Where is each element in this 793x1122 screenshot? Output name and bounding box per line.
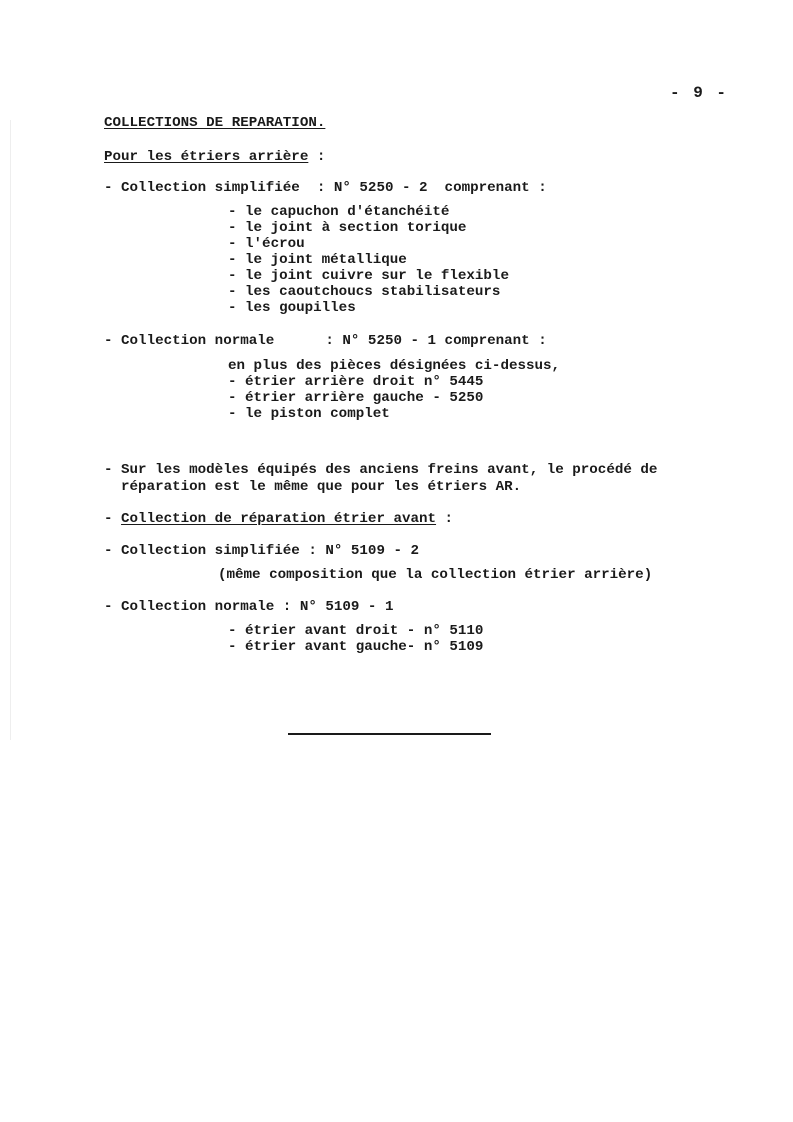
list-item: - étrier arrière droit n° 5445	[228, 374, 484, 390]
front-normal-label: - Collection normale : N° 5109 - 1	[104, 599, 394, 615]
front-heading-prefix: -	[104, 511, 122, 527]
list-item: - étrier arrière gauche - 5250	[228, 390, 484, 406]
rear-normal-label: - Collection normale : N° 5250 - 1 comprenant :	[104, 333, 547, 349]
front-simplified-note: (même composition que la collection étrier arrière)	[218, 567, 653, 583]
list-item: - étrier avant gauche- n° 5109	[228, 639, 484, 655]
end-rule	[288, 733, 491, 735]
note-line-2: réparation est le même que pour les étriers AR.	[104, 479, 522, 495]
rear-section-heading	[104, 149, 325, 165]
document-title: COLLECTIONS DE REPARATION.	[104, 115, 326, 131]
rear-simplified-label: - Collection simplifiée : N° 5250 - 2 comprenant :	[104, 180, 547, 196]
list-item: - étrier avant droit - n° 5110	[228, 623, 484, 639]
front-heading-text: Collection de réparation étrier avant	[121, 511, 437, 527]
note-line-1: - Sur les modèles équipés des anciens freins avant, le procédé de	[104, 462, 658, 478]
scan-edge	[10, 120, 11, 740]
front-heading-suffix: :	[436, 511, 454, 527]
list-item: - le piston complet	[228, 406, 390, 422]
list-item: - les goupilles	[228, 300, 356, 316]
list-item: - le capuchon d'étanchéité	[228, 204, 450, 220]
list-item: - l'écrou	[228, 236, 305, 252]
list-item: - le joint cuivre sur le flexible	[228, 268, 509, 284]
page-number: - 9 -	[670, 84, 729, 102]
list-item: - les caoutchoucs stabilisateurs	[228, 284, 501, 300]
rear-normal-intro: en plus des pièces désignées ci-dessus,	[228, 358, 561, 374]
list-item: - le joint métallique	[228, 252, 407, 268]
list-item: - le joint à section torique	[228, 220, 467, 236]
rear-heading-text: Pour les étriers arrière	[104, 149, 309, 165]
rear-heading-suffix: :	[308, 149, 326, 165]
front-simplified-label: - Collection simplifiée : N° 5109 - 2	[104, 543, 420, 559]
front-section-heading	[104, 511, 453, 527]
